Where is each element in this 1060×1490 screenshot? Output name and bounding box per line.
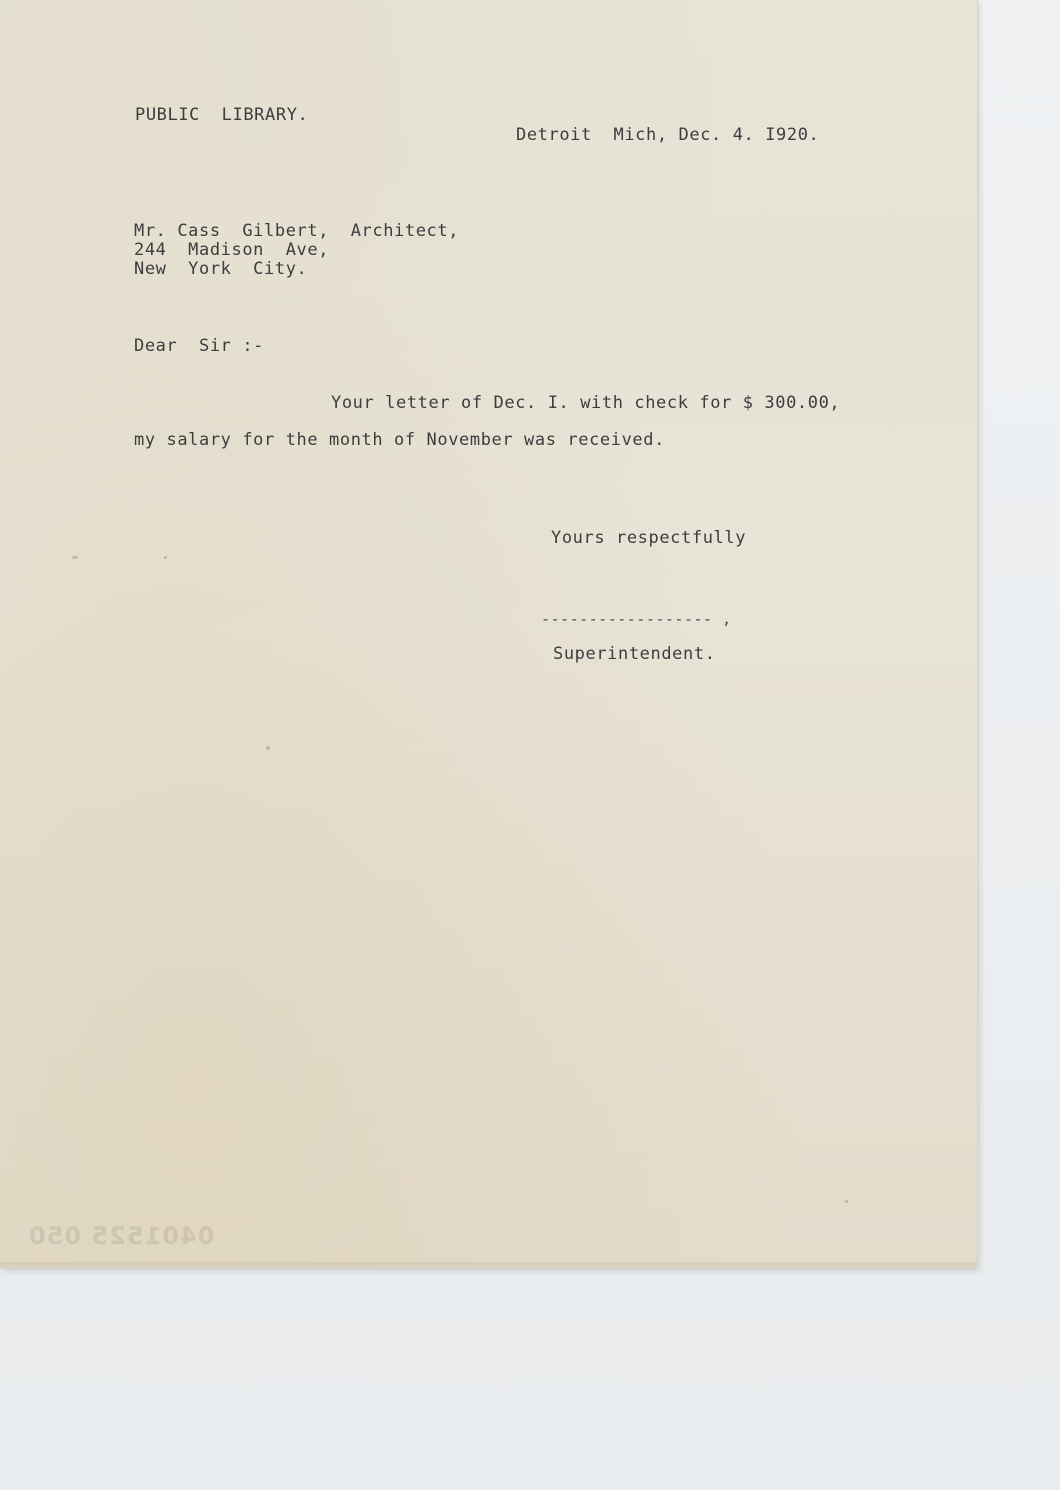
paper-speck [266,746,270,750]
archive-stamp: 0401525 050 [28,1222,215,1250]
paper-speck [845,1200,848,1203]
signature-title: Superintendent. [553,644,716,664]
recipient-name-line: Mr. Cass Gilbert, Architect, [134,221,460,241]
salutation: Dear Sir :- [134,336,265,356]
body-line-1: Your letter of Dec. I. with check for $ 300.00, [331,393,841,413]
recipient-street-line: 244 Madison Ave, [134,240,330,260]
paper-speck [164,556,167,559]
paper-edge-shadow [0,1262,977,1272]
body-line-2: my salary for the month of November was received. [134,430,665,450]
recipient-city-line: New York City. [134,259,308,279]
dateline: Detroit Mich, Dec. 4. I920. [516,125,820,145]
signature-line: ------------------ , [541,610,732,628]
letterhead: PUBLIC LIBRARY. [135,105,309,125]
paper-speck [72,556,78,559]
closing: Yours respectfully [551,528,747,548]
